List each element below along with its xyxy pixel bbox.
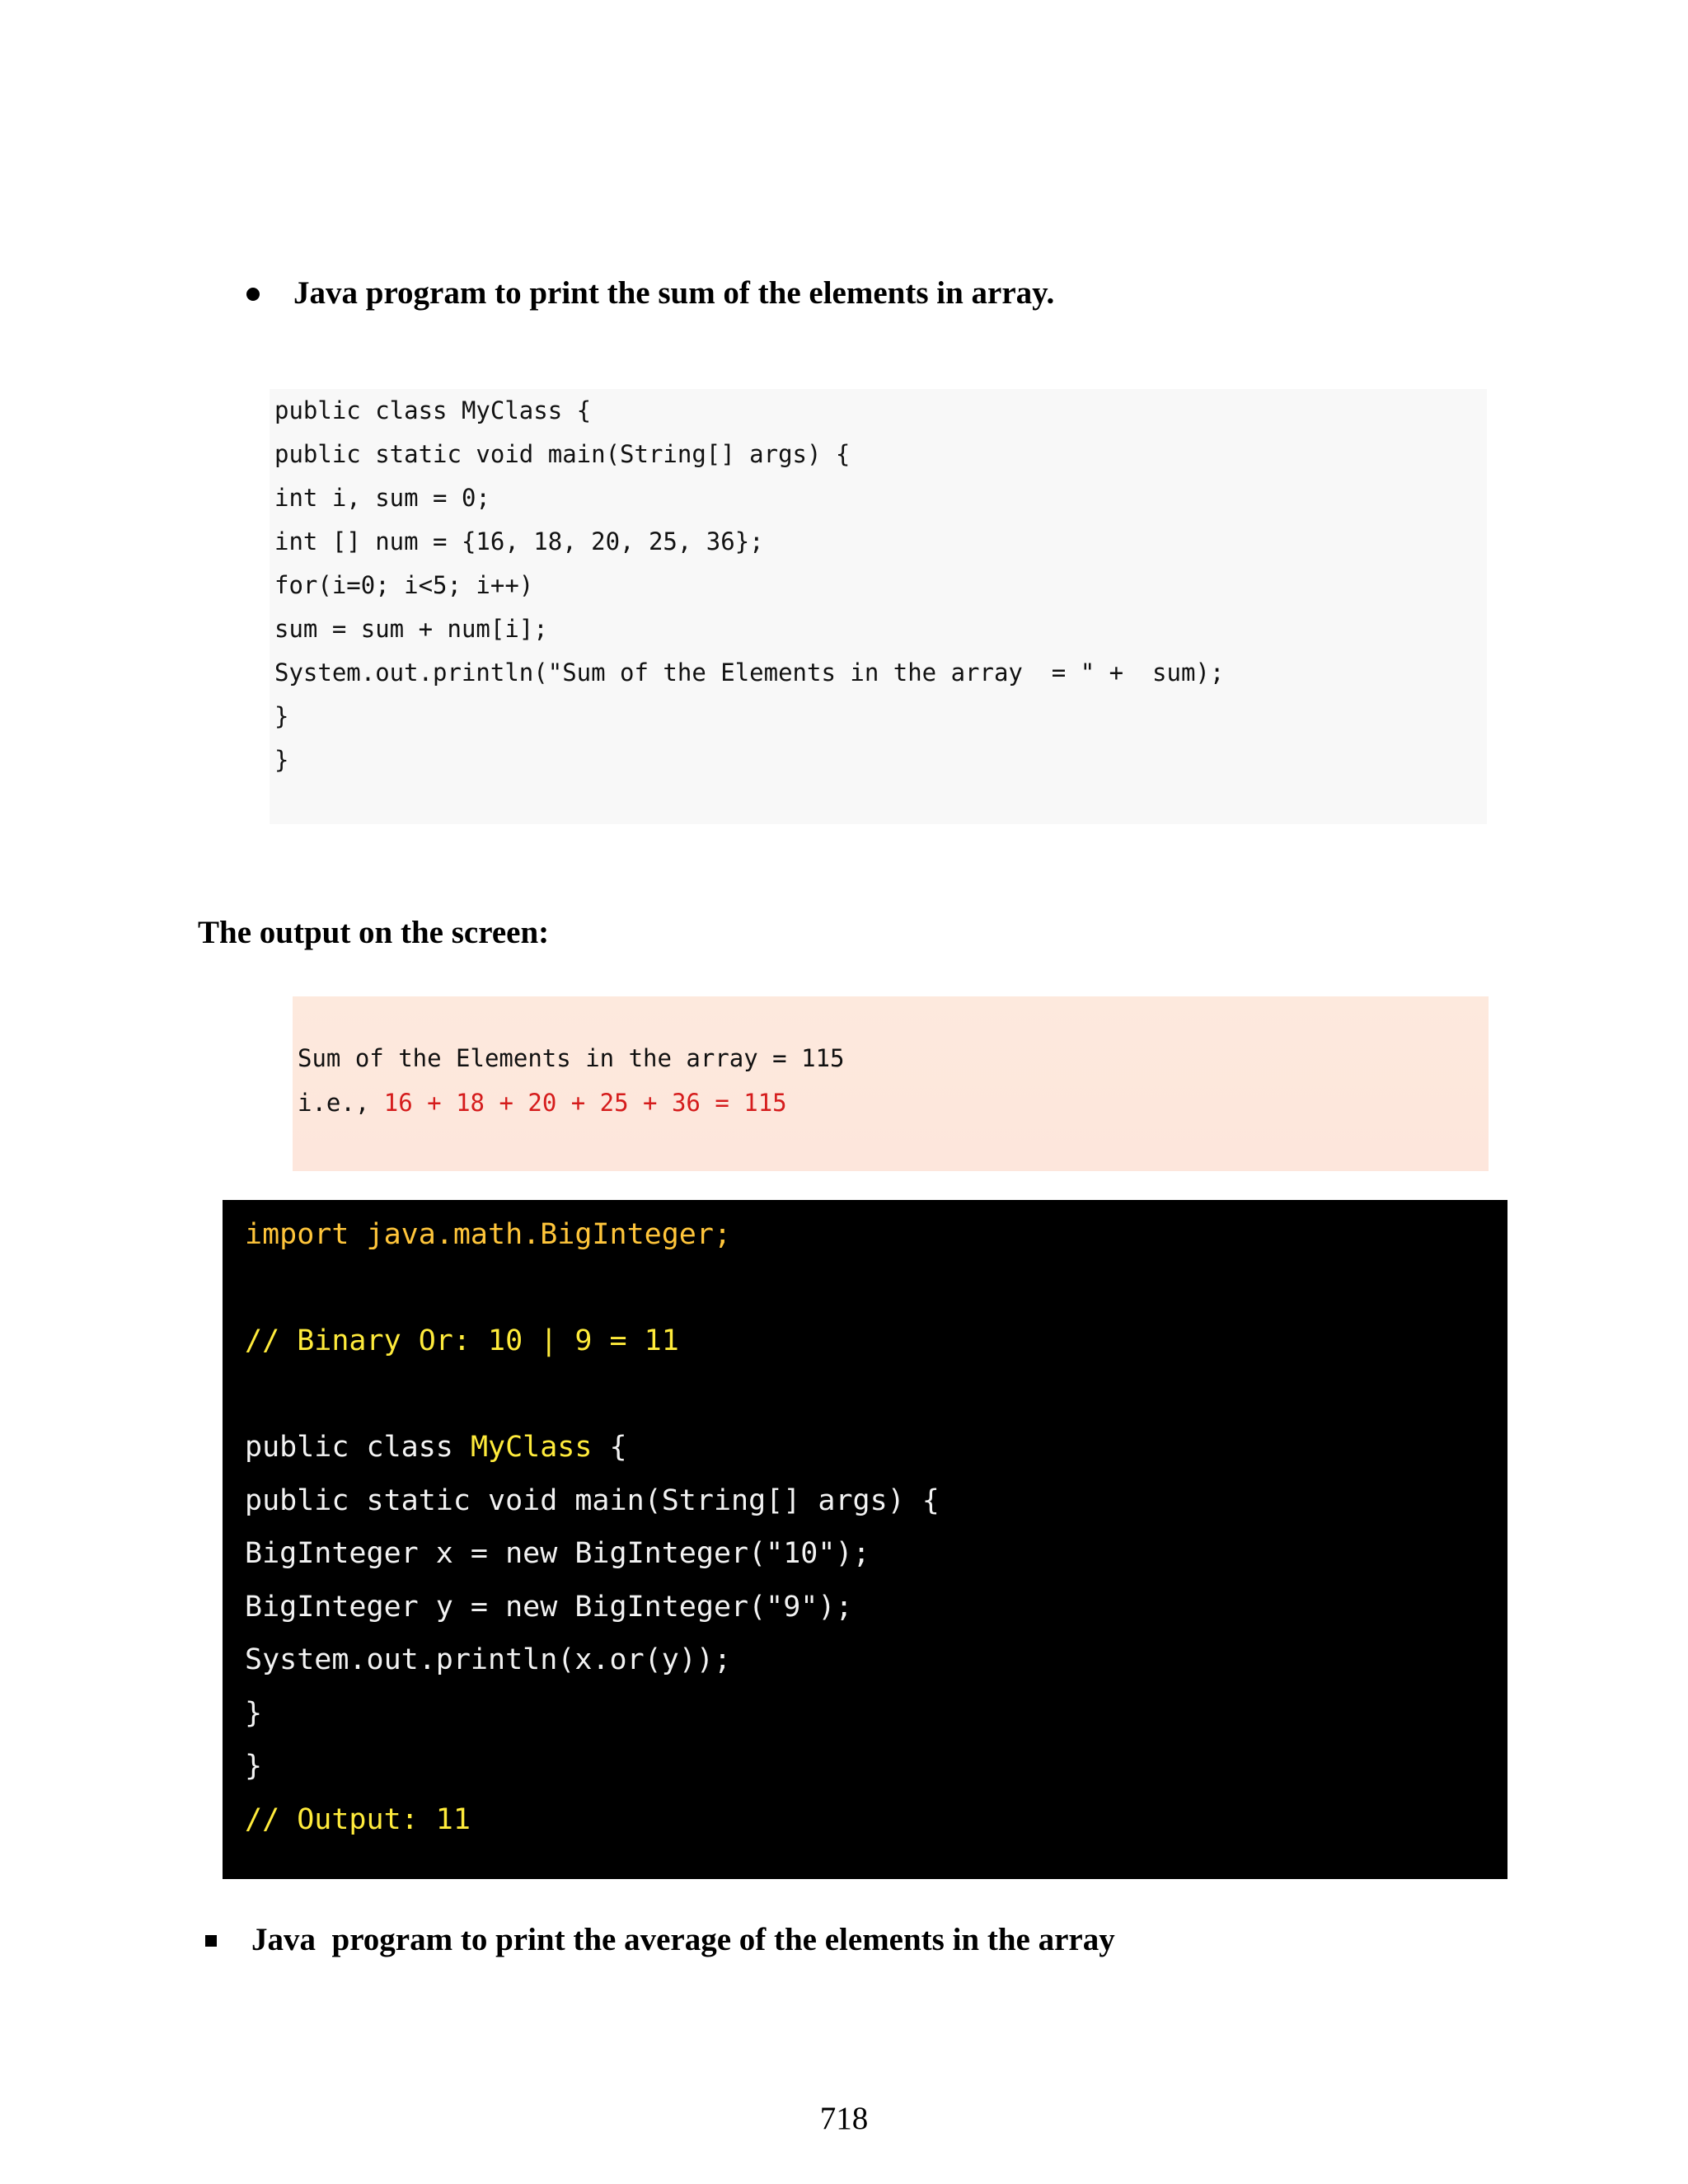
code-line: } (245, 1750, 263, 1783)
code-line: public static void main(String[] args) { (274, 440, 851, 468)
output-heading: The output on the screen: (198, 915, 550, 950)
code-line-output-comment: // Output: 11 (245, 1802, 471, 1836)
code-line: sum = sum + num[i]; (274, 615, 548, 643)
code-line: public class MyClass { (274, 396, 592, 424)
code-line: int [] num = {16, 18, 20, 25, 36}; (274, 527, 764, 555)
bullet-dot-icon (246, 288, 260, 301)
output-lines (298, 1036, 844, 1125)
output-line (298, 1080, 844, 1125)
output-prefix: i.e., (298, 1089, 384, 1117)
code-line: for(i=0; i<5; i++) (274, 571, 534, 599)
code-line: public static void main(String[] args) { (245, 1483, 940, 1517)
code-lines (274, 389, 1224, 782)
code-class-name: MyClass (470, 1431, 593, 1464)
code-line: System.out.println(x.or(y)); (245, 1643, 732, 1676)
section-heading-average: Java program to print the average of the elements in the array (251, 1922, 1115, 1957)
code-line-blank (245, 1368, 940, 1422)
code-line-comment: // Binary Or: 10 | 9 = 11 (245, 1324, 679, 1357)
code-line: int i, sum = 0; (274, 484, 490, 512)
output-block (293, 996, 1489, 1171)
code-block-sum (270, 389, 1487, 824)
code-line-class (245, 1421, 940, 1474)
bullet-square-icon (205, 1935, 217, 1947)
code-line: BigInteger y = new BigInteger("9"); (245, 1590, 853, 1624)
output-line: Sum of the Elements in the array = 115 (298, 1044, 845, 1072)
code-brace: { (592, 1431, 627, 1464)
code-line: } (245, 1696, 263, 1730)
code-line-import: import java.math.BigInteger; (245, 1218, 732, 1251)
section-heading-sum: Java program to print the sum of the elements in array. (293, 275, 1055, 311)
page-number: 718 (819, 2101, 869, 2136)
code-line: } (274, 702, 289, 730)
code-line-blank (245, 1262, 940, 1315)
code-line: } (274, 746, 289, 774)
code-lines (245, 1208, 940, 1846)
output-expression: 16 + 18 + 20 + 25 + 36 = 115 (383, 1089, 787, 1117)
code-line: BigInteger x = new BigInteger("10"); (245, 1537, 870, 1570)
code-line: System.out.println("Sum of the Elements in the array = " + sum); (274, 658, 1225, 687)
code-block-biginteger (223, 1200, 1507, 1879)
code-keyword: public class (245, 1431, 471, 1464)
